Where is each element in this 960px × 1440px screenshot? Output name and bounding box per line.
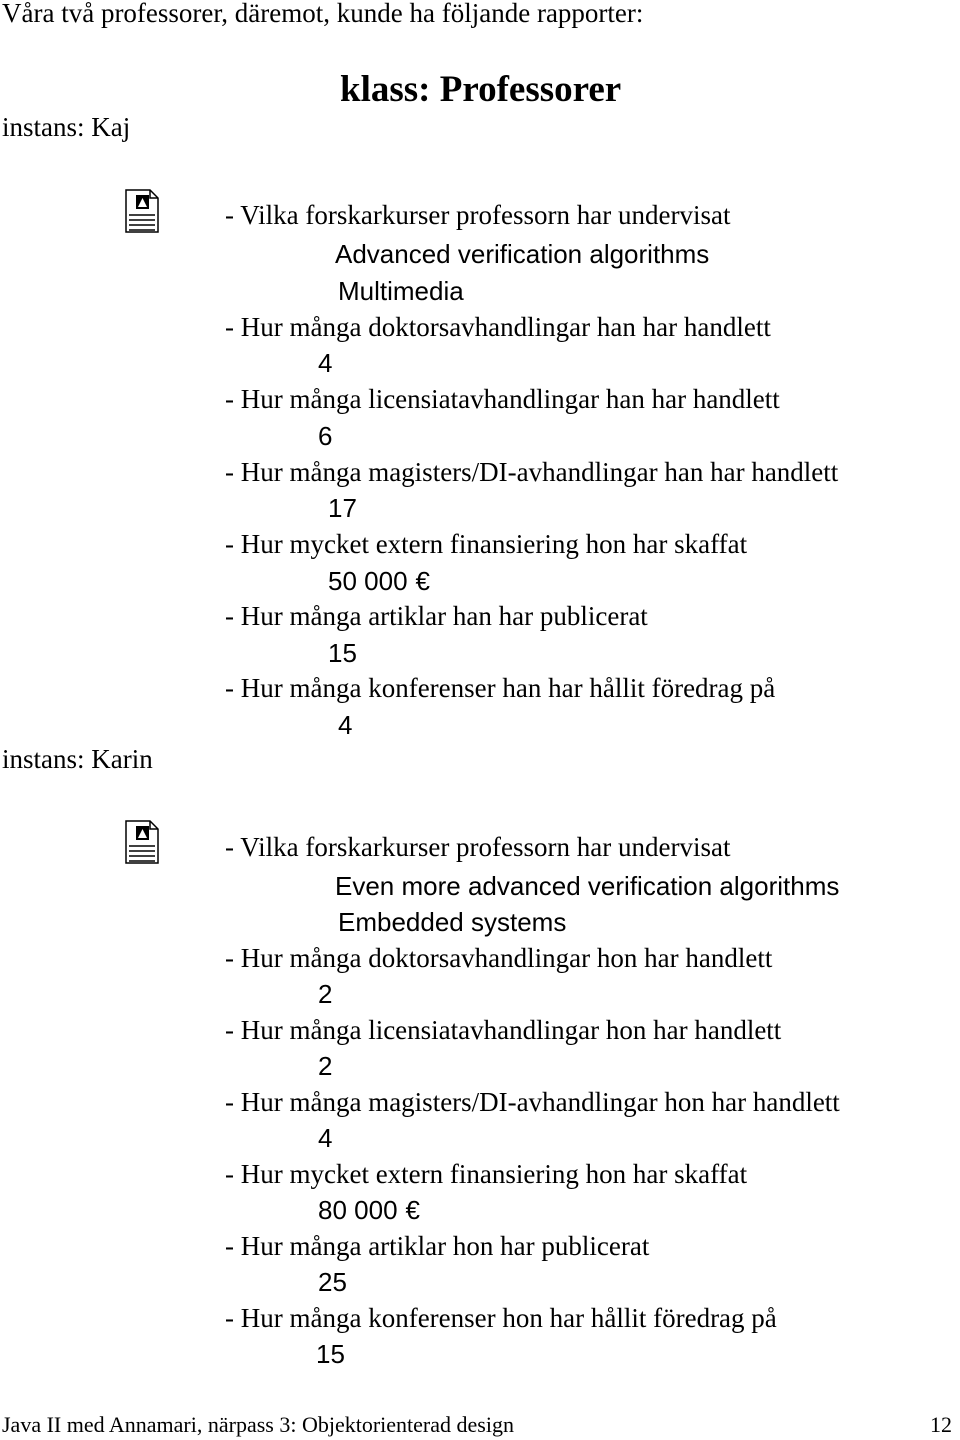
question-funding: - Hur mycket extern finansiering hon har skaffat: [225, 1159, 748, 1189]
answer-licentiate: 6: [318, 421, 333, 451]
question-conferences: - Hur många konferenser hon har hållit föredrag på: [225, 1303, 777, 1333]
document-icon: [125, 820, 159, 864]
answer-course: Even more advanced verification algorithms: [335, 871, 840, 901]
answer-licentiate: 2: [318, 1051, 333, 1081]
answer-doctoral: 2: [318, 979, 333, 1009]
funding-amount: 50 000: [328, 566, 408, 596]
answer-articles: 25: [318, 1267, 347, 1297]
question-masters: - Hur många magisters/DI-avhandlingar han har handlett: [225, 457, 839, 487]
answer-funding: [318, 1195, 420, 1226]
answer-course: Advanced verification algorithms: [335, 239, 710, 269]
question-masters: - Hur många magisters/DI-avhandlingar hon har handlett: [225, 1087, 840, 1117]
question-courses: - Vilka forskarkurser professorn har undervisat: [225, 832, 731, 862]
question-licentiate: - Hur många licensiatavhandlingar hon har handlett: [225, 1015, 782, 1045]
question-articles: - Hur många artiklar hon har publicerat: [225, 1231, 650, 1261]
intro-text: Våra två professorer, däremot, kunde ha följande rapporter:: [2, 0, 644, 28]
funding-amount: 80 000: [318, 1195, 398, 1225]
footer-text: Java II med Annamari, närpass 3: Objektorienterad design: [2, 1412, 514, 1437]
question-conferences: - Hur många konferenser han har hållit föredrag på: [225, 673, 776, 703]
document-icon: [125, 189, 159, 233]
question-doctoral: - Hur många doktorsavhandlingar hon har handlett: [225, 943, 773, 973]
class-title: klass: Professorer: [340, 69, 622, 110]
euro-icon: €: [415, 566, 430, 596]
answer-masters: 4: [318, 1123, 333, 1153]
answer-conferences: 15: [316, 1339, 345, 1369]
answer-course: Embedded systems: [338, 907, 567, 937]
question-doctoral: - Hur många doktorsavhandlingar han har handlett: [225, 312, 771, 342]
question-funding: - Hur mycket extern finansiering hon har skaffat: [225, 529, 748, 559]
answer-course: Multimedia: [338, 276, 464, 306]
answer-masters: 17: [328, 493, 357, 523]
question-licentiate: - Hur många licensiatavhandlingar han har handlett: [225, 384, 780, 414]
instance-label-kaj: instans: Kaj: [2, 112, 131, 142]
instance-label-karin: instans: Karin: [2, 744, 153, 774]
page-number: 12: [930, 1412, 952, 1437]
question-courses: - Vilka forskarkurser professorn har undervisat: [225, 200, 731, 230]
euro-icon: €: [405, 1195, 420, 1225]
answer-doctoral: 4: [318, 348, 333, 378]
answer-funding: [328, 566, 430, 597]
answer-articles: 15: [328, 638, 357, 668]
question-articles: - Hur många artiklar han har publicerat: [225, 601, 648, 631]
answer-conferences: 4: [338, 710, 353, 740]
